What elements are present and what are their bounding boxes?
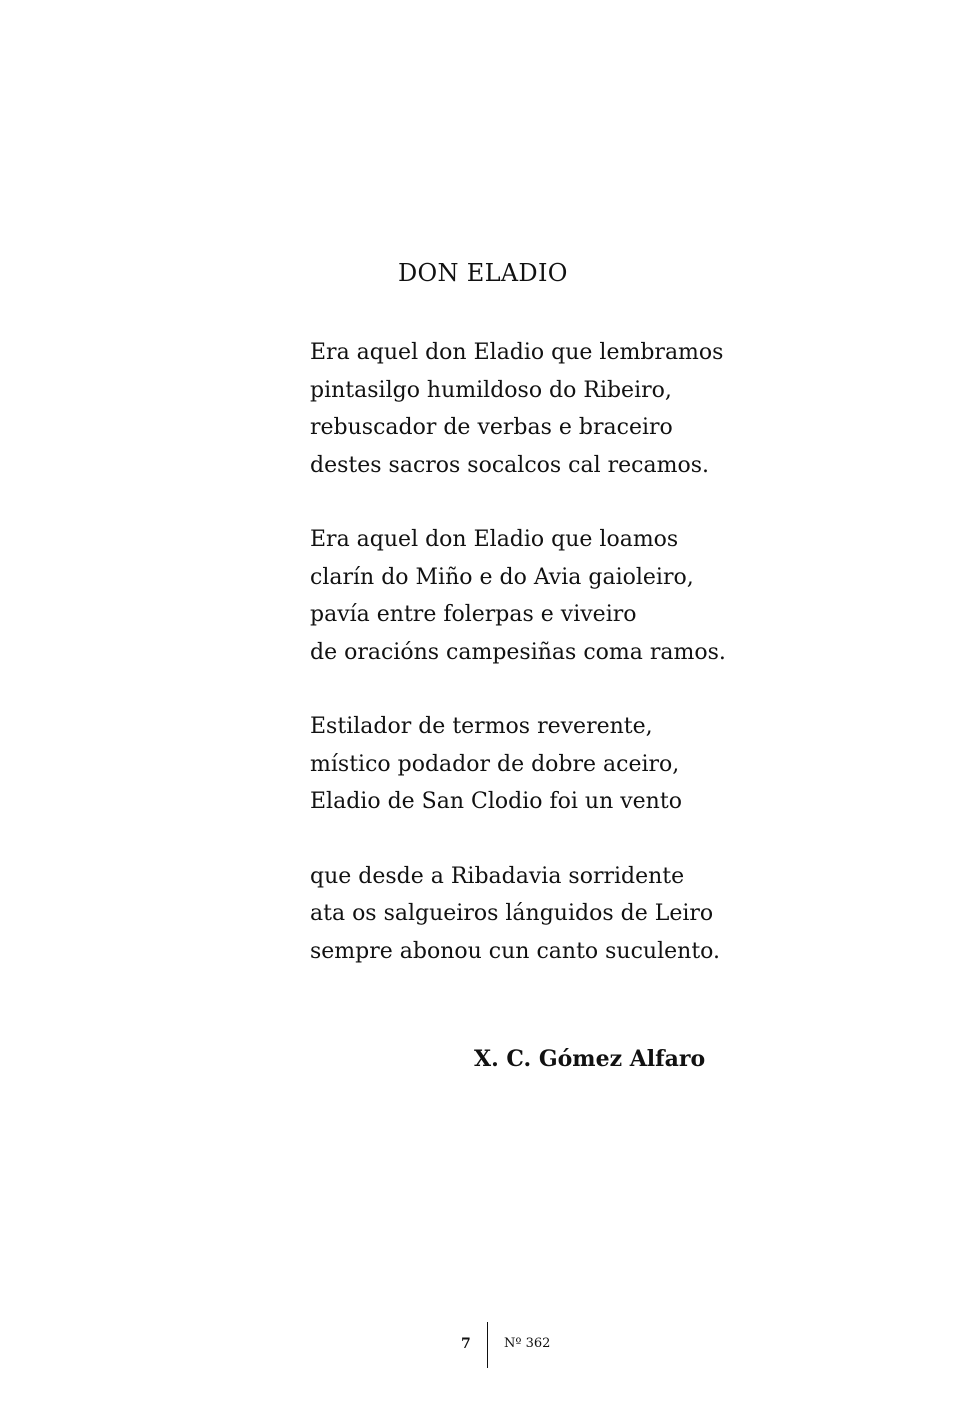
verse-line: ata os salgueiros lánguidos de Leiro [310, 901, 714, 926]
verse-line: místico podador de dobre aceiro, [310, 751, 680, 777]
page-number: 7 [461, 1336, 471, 1352]
issue-number: Nº 362 [504, 1336, 551, 1351]
verse-line: sempre abonou cun canto suculento. [310, 938, 721, 964]
verse-line: rebuscador de verbas e braceiro [310, 415, 673, 440]
verse-line: Estilador de termos reverente, [310, 714, 653, 739]
verse-line: pavía entre folerpas e viveiro [310, 602, 637, 627]
stanza-3 [310, 708, 730, 821]
page-footer [0, 1322, 975, 1368]
verse-line: clarín do Miño e do Avia gaioleiro, [310, 564, 694, 590]
verse-line: Era aquel don Eladio que loamos [310, 527, 679, 552]
poem-body [310, 334, 730, 1007]
verse-line: de oracións campesiñas coma ramos. [310, 639, 726, 665]
footer-divider [487, 1322, 488, 1368]
verse-line: que desde a Ribadavia sorridente [310, 863, 685, 889]
verse-line: pintasilgo humildoso do Ribeiro, [310, 377, 672, 403]
stanza-1 [310, 334, 730, 484]
poem-author: X. C. Gómez Alfaro [474, 1046, 706, 1072]
verse-line: Era aquel don Eladio que lembramos [310, 340, 724, 365]
verse-line: Eladio de San Clodio foi un vento [310, 789, 682, 814]
stanza-2 [310, 521, 730, 671]
stanza-4 [310, 858, 730, 971]
verse-line: destes sacros socalcos cal recamos. [310, 452, 709, 478]
poem-title: DON ELADIO [398, 259, 568, 287]
